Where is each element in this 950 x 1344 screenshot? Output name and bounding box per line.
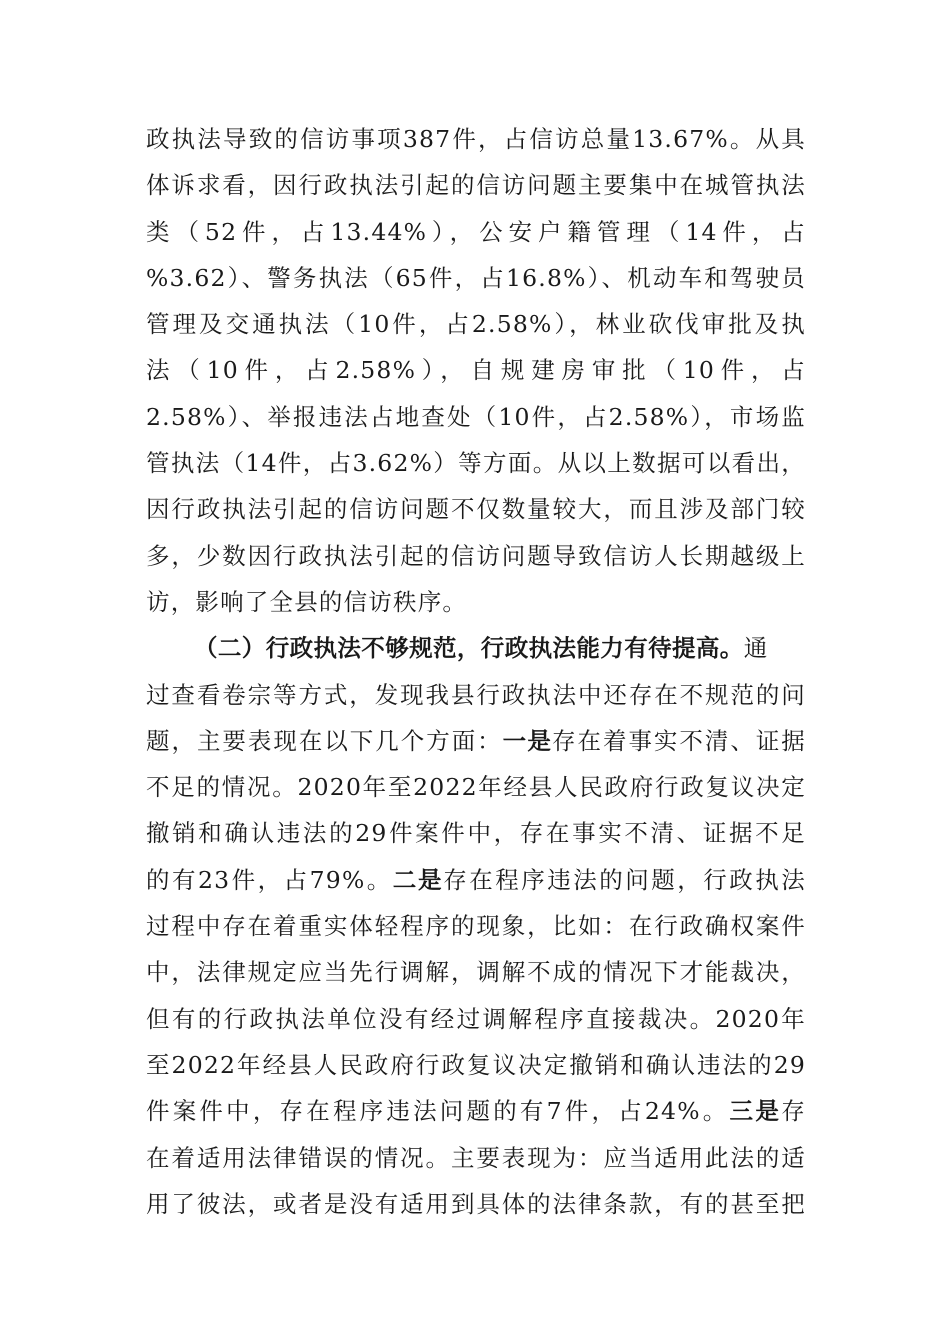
body-text: [146, 116, 806, 1227]
text-line: [146, 718, 806, 764]
text-line: [146, 857, 806, 903]
text-line: 类（52件，占13.44%），公安户籍管理（14件，占: [146, 217, 806, 246]
text-line: 至2022年经县人民政府行政复议决定撤销和确认违法的29: [146, 1050, 806, 1079]
text-line: 用了彼法，或者是没有适用到具体的法律条款，有的甚至把: [146, 1189, 806, 1218]
text-line: 撤销和确认违法的29件案件中，存在事实不清、证据不足: [146, 819, 806, 848]
text-fragment: 存在程序违法的问题，行政执法: [443, 865, 806, 894]
text-line: [146, 625, 806, 671]
section-heading: （二）行政执法不够规范，行政执法能力有待提高。: [194, 634, 744, 663]
item-label-3: 三是: [729, 1097, 782, 1126]
text-line: 管执法（14件，占3.62%）等方面。从以上数据可以看出，: [146, 449, 806, 478]
text-line: 过查看卷宗等方式，发现我县行政执法中还存在不规范的问: [146, 680, 806, 709]
text-fragment: 存: [781, 1097, 806, 1126]
text-line: 访，影响了全县的信访秩序。: [146, 587, 468, 616]
item-label-2: 二是: [392, 865, 444, 894]
text-line: 管理及交通执法（10件，占2.58%），林业砍伐审批及执: [146, 310, 806, 339]
item-label-1: 一是: [502, 726, 553, 755]
text-line: 体诉求看，因行政执法引起的信访问题主要集中在城管执法: [146, 171, 806, 200]
text-fragment: 题，主要表现在以下几个方面：: [146, 726, 503, 755]
text-line: 因行政执法引起的信访问题不仅数量较大，而且涉及部门较: [146, 495, 806, 524]
text-line: %3.62）、警务执法（65件，占16.8%）、机动车和驾驶员: [146, 263, 806, 292]
text-line: 中，法律规定应当先行调解，调解不成的情况下才能裁决，: [146, 958, 806, 987]
text-line: 2.58%）、举报违法占地查处（10件，占2.58%），市场监: [146, 402, 806, 431]
text-line: 但有的行政执法单位没有经过调解程序直接裁决。2020年: [146, 1004, 806, 1033]
text-line: [146, 1088, 806, 1134]
text-line: 政执法导致的信访事项387件，占信访总量13.67%。从具: [146, 125, 806, 153]
text-line: 多，少数因行政执法引起的信访问题导致信访人长期越级上: [146, 541, 806, 570]
text-fragment: 通: [743, 634, 769, 663]
text-fragment: 存在着事实不清、证据: [552, 726, 806, 755]
text-line: 在着适用法律错误的情况。主要表现为：应当适用此法的适: [146, 1143, 806, 1172]
text-line: 过程中存在着重实体轻程序的现象，比如：在行政确权案件: [146, 912, 806, 941]
text-fragment: 件案件中，存在程序违法问题的有7件，占24%。: [146, 1097, 730, 1126]
text-line: 不足的情况。2020年至2022年经县人民政府行政复议决定: [146, 773, 806, 802]
text-fragment: 的有23件，占79%。: [146, 865, 393, 894]
text-line: 法（10件，占2.58%），自规建房审批（10件，占: [146, 356, 806, 385]
